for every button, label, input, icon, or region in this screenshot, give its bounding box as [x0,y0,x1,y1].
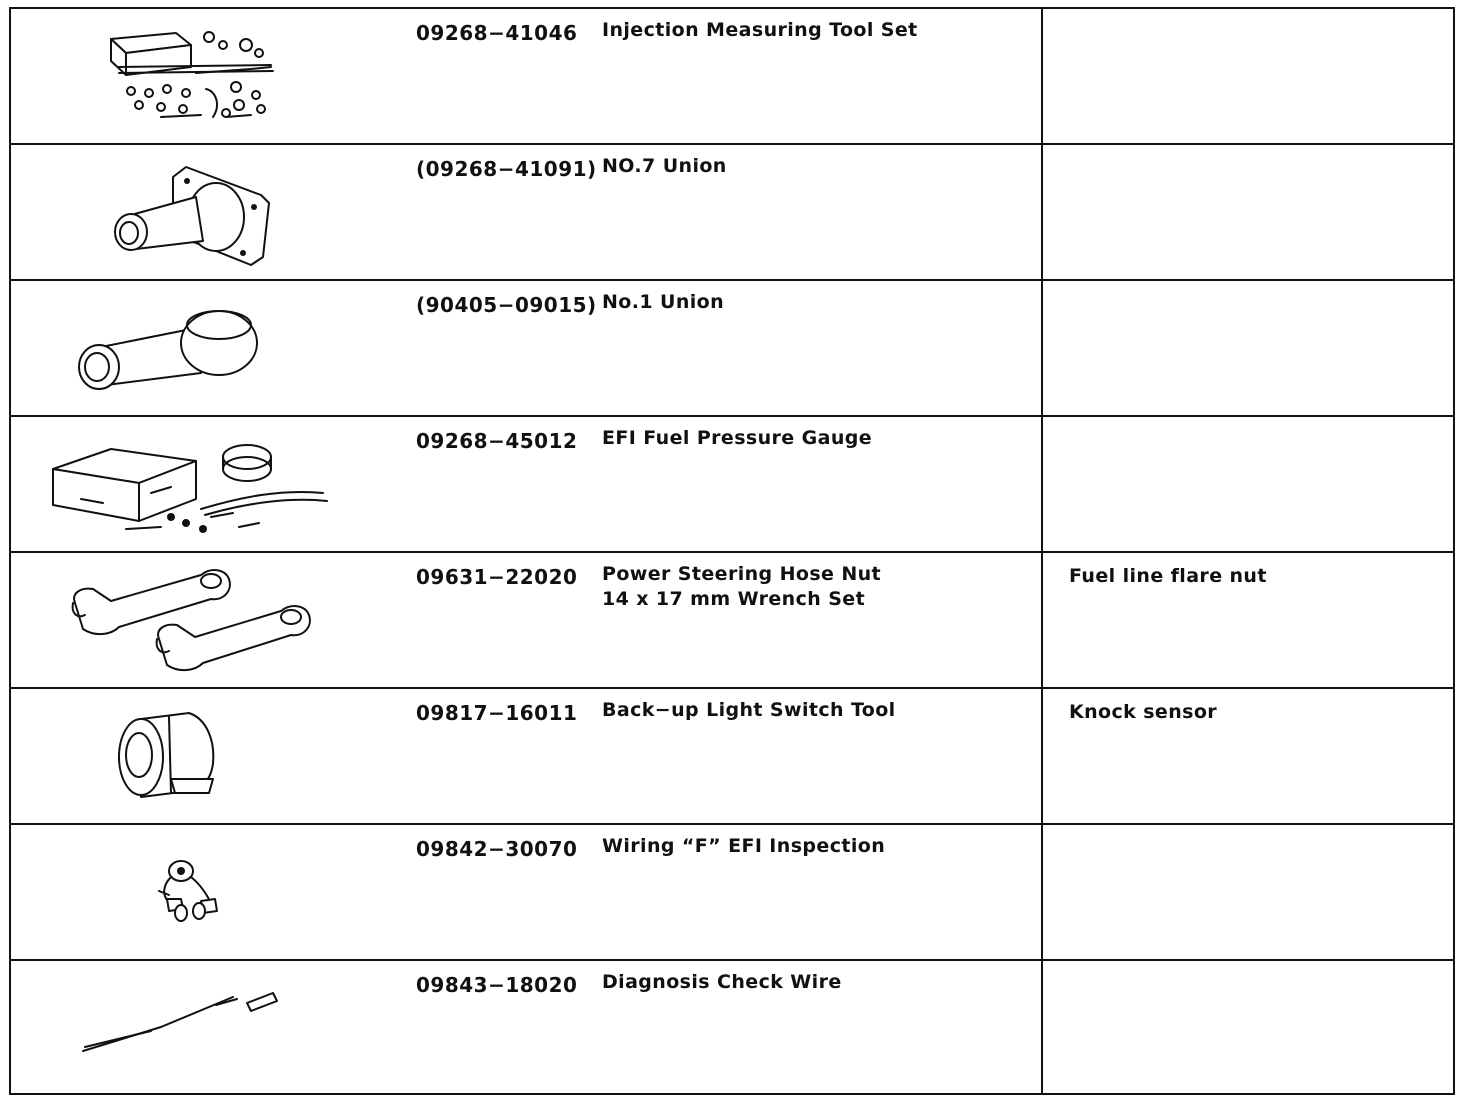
part-name-line: Back−up Light Switch Tool [602,699,896,721]
part-name [602,293,724,312]
table-row [11,9,1453,145]
table-row [11,689,1453,825]
part-name [602,157,727,176]
table-row [11,961,1453,1093]
part-name-line: 14 x 17 mm Wrench Set [602,588,866,610]
part-number: 09268−45012 [416,429,578,453]
part-number: (09268−41091) [416,157,597,181]
part-name-line: Power Steering Hose Nut [602,563,882,585]
part-number: 09843−18020 [416,973,578,997]
tool-kit-icon [11,9,411,143]
table-row [11,281,1453,417]
column-divider [1041,825,1043,959]
part-number: 09817−16011 [416,701,578,725]
part-note: Knock sensor [1069,701,1218,723]
part-name-line: NO.7 Union [602,155,727,177]
table-row [11,417,1453,553]
special-tools-table [9,7,1455,1095]
part-name-line: Wiring “F” EFI Inspection [602,835,886,857]
column-divider [1041,145,1043,279]
part-name-line: Injection Measuring Tool Set [602,19,918,41]
table-row [11,553,1453,689]
part-name [602,21,918,40]
part-number: 09268−41046 [416,21,578,45]
wiring-harness-icon [11,825,411,959]
column-divider [1041,281,1043,415]
column-divider [1041,9,1043,143]
part-name [602,973,842,992]
check-wire-icon [11,961,411,1093]
table-row [11,145,1453,281]
column-divider [1041,553,1043,687]
part-number: (90405−09015) [416,293,597,317]
flare-nut-wrench-icon [11,553,411,687]
column-divider [1041,961,1043,1093]
part-name [602,837,885,856]
pressure-gauge-kit-icon [11,417,411,551]
banjo-union-icon [11,281,411,415]
part-name [602,701,896,720]
part-name-line: Diagnosis Check Wire [602,971,842,993]
part-number: 09842−30070 [416,837,578,861]
table-row [11,825,1453,961]
part-number: 09631−22020 [416,565,578,589]
column-divider [1041,689,1043,823]
part-name-line: No.1 Union [602,291,725,313]
part-name [602,565,881,615]
part-note: Fuel line flare nut [1069,565,1267,587]
part-name [602,429,872,448]
socket-tool-icon [11,689,411,823]
column-divider [1041,417,1043,551]
union-flange-icon [11,145,411,279]
part-name-line: EFI Fuel Pressure Gauge [602,427,873,449]
